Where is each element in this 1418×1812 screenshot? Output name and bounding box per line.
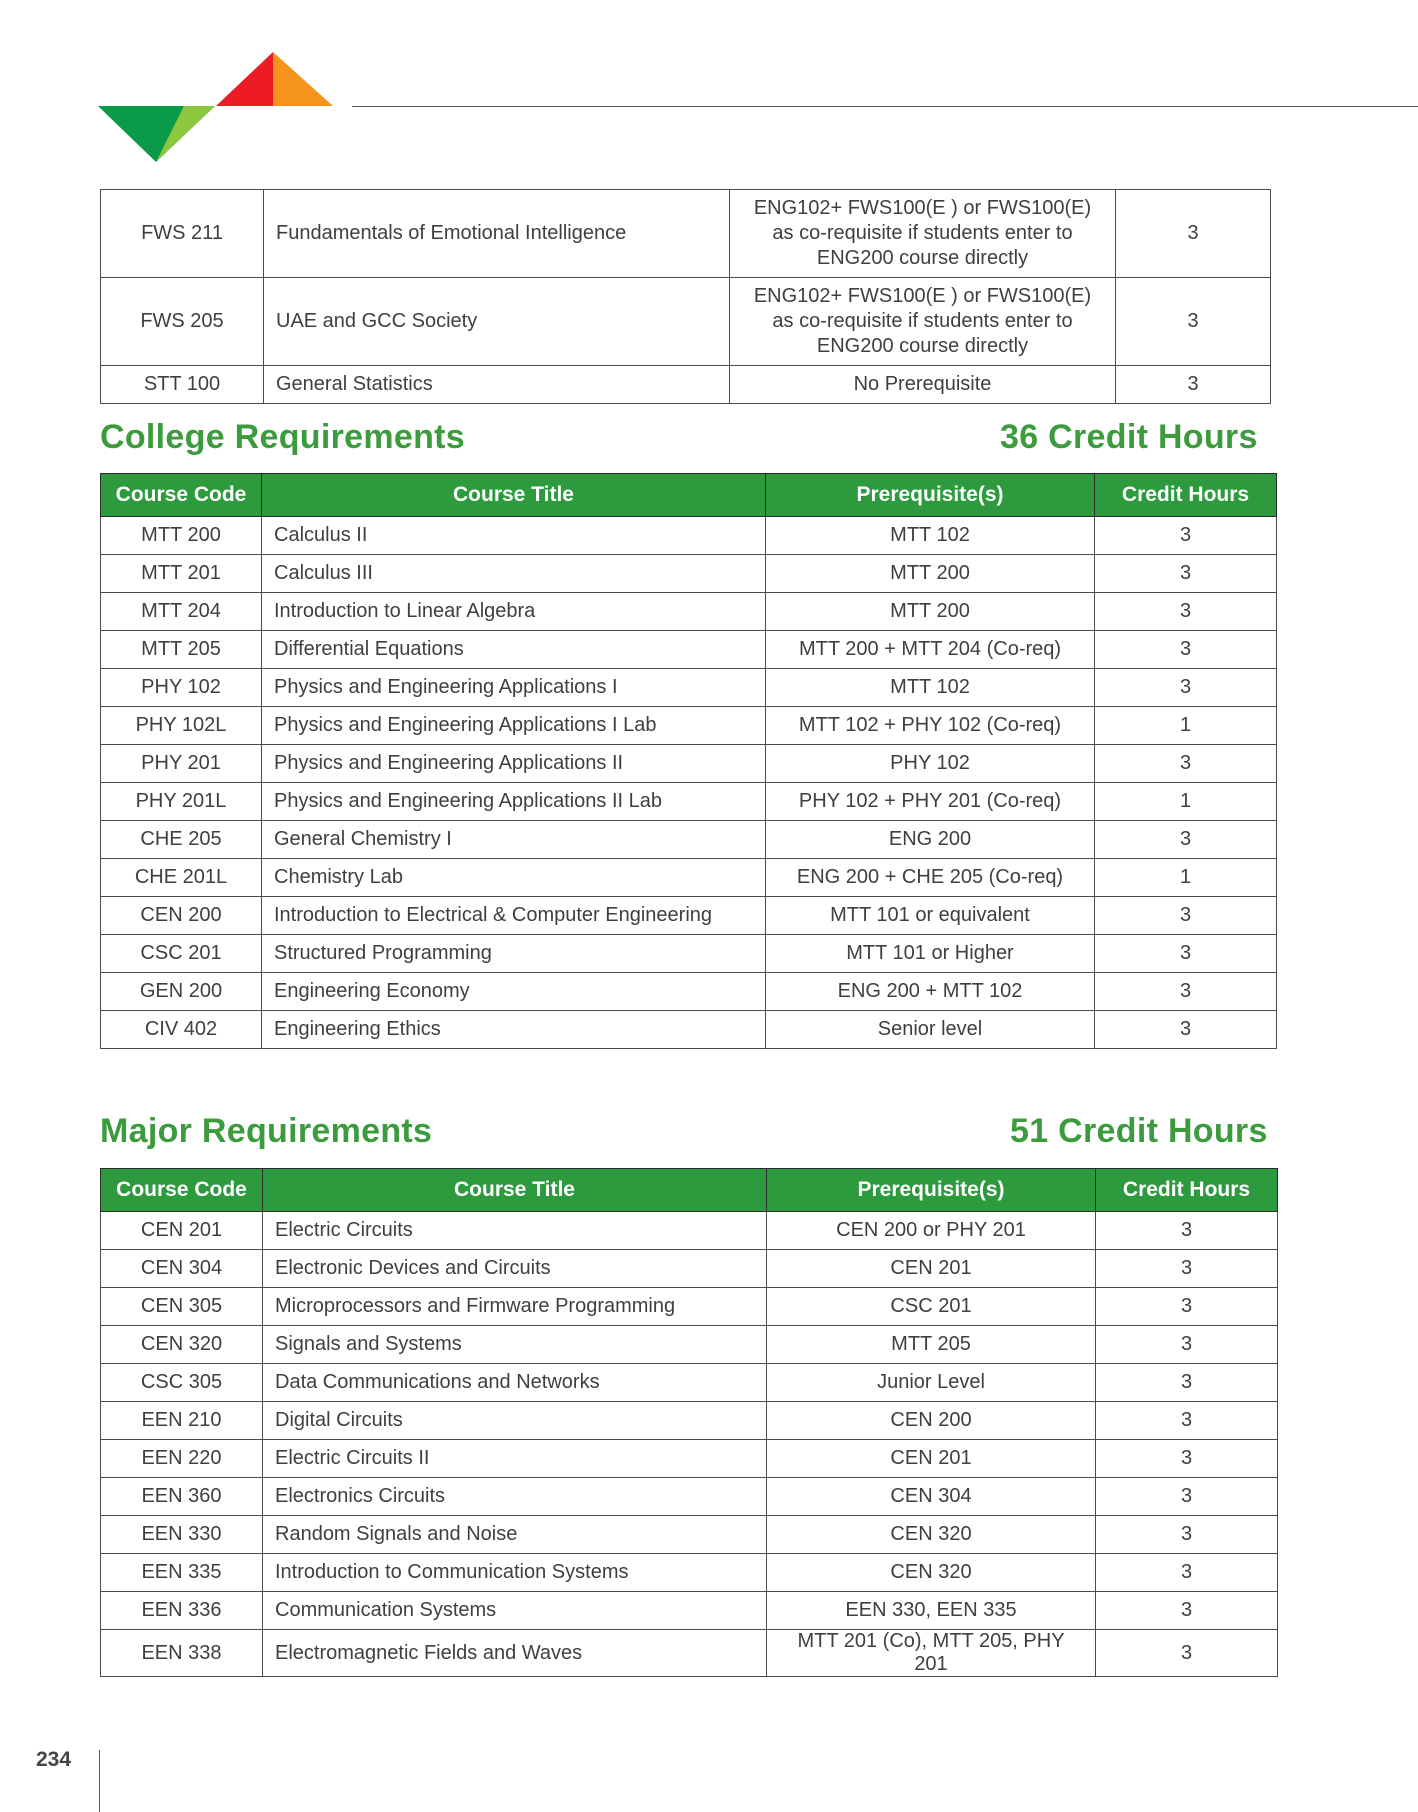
- header-course-title: Course Title: [262, 474, 766, 517]
- prerequisite: CEN 320: [767, 1516, 1096, 1554]
- table-header-row: [101, 474, 1277, 517]
- prerequisite-line: No Prerequisite: [853, 373, 992, 395]
- credit-hours: 3: [1096, 1630, 1278, 1677]
- table-row: [101, 631, 1277, 669]
- footer-rule: [99, 1750, 100, 1812]
- course-title: Electric Circuits: [263, 1212, 767, 1250]
- course-title: Introduction to Electrical & Computer Engineering: [262, 897, 766, 935]
- credit-hours: 3: [1095, 517, 1277, 555]
- major-requirements-title: Major Requirements: [100, 1112, 433, 1150]
- credit-hours: 3: [1116, 366, 1271, 404]
- prerequisite: ENG 200 + CHE 205 (Co-req): [766, 859, 1095, 897]
- header-course-code: Course Code: [101, 474, 262, 517]
- course-code: PHY 201L: [101, 783, 262, 821]
- credit-hours: 3: [1096, 1402, 1278, 1440]
- course-title: Physics and Engineering Applications II: [262, 745, 766, 783]
- course-title: Calculus III: [262, 555, 766, 593]
- course-code: CSC 201: [101, 935, 262, 973]
- course-title: Chemistry Lab: [262, 859, 766, 897]
- major-requirements-table: [100, 1168, 1278, 1677]
- course-title: Electronic Devices and Circuits: [263, 1250, 767, 1288]
- course-title: Random Signals and Noise: [263, 1516, 767, 1554]
- table-row: [101, 1402, 1278, 1440]
- course-code: STT 100: [101, 366, 264, 404]
- credit-hours: 3: [1095, 745, 1277, 783]
- prerequisite: Senior level: [766, 1011, 1095, 1049]
- credit-hours: 1: [1095, 783, 1277, 821]
- prerequisite: MTT 102: [766, 517, 1095, 555]
- course-title: Physics and Engineering Applications II Lab: [262, 783, 766, 821]
- credit-hours: 3: [1116, 190, 1271, 278]
- prerequisite-line: ENG102+ FWS100(E ) or FWS100(E): [753, 197, 1092, 219]
- credit-hours: 3: [1096, 1288, 1278, 1326]
- course-code: CEN 201: [101, 1212, 263, 1250]
- course-code: PHY 201: [101, 745, 262, 783]
- course-title: Communication Systems: [263, 1592, 767, 1630]
- foundation-table: [100, 189, 1271, 404]
- header-rule: [352, 106, 1418, 107]
- logo-orange-triangle: [273, 52, 333, 106]
- prerequisite: [730, 278, 1116, 366]
- table-row: [101, 1478, 1278, 1516]
- credit-hours: 3: [1095, 555, 1277, 593]
- college-requirements-title: College Requirements: [100, 418, 465, 456]
- credit-hours: 3: [1096, 1364, 1278, 1402]
- course-title: Digital Circuits: [263, 1402, 767, 1440]
- table-row: [101, 669, 1277, 707]
- course-title: Microprocessors and Firmware Programming: [263, 1288, 767, 1326]
- college-table-body: [101, 517, 1277, 1049]
- course-code: CHE 201L: [101, 859, 262, 897]
- header-course-title: Course Title: [263, 1169, 767, 1212]
- course-title: Electromagnetic Fields and Waves: [263, 1630, 767, 1677]
- course-title: Data Communications and Networks: [263, 1364, 767, 1402]
- prerequisite: PHY 102: [766, 745, 1095, 783]
- header-prerequisites: Prerequisite(s): [766, 474, 1095, 517]
- course-code: EEN 360: [101, 1478, 263, 1516]
- table-row: [101, 517, 1277, 555]
- course-code: EEN 220: [101, 1440, 263, 1478]
- table-row: [101, 745, 1277, 783]
- prerequisite-line: ENG200 course directly: [816, 335, 1029, 357]
- header-credit-hours: Credit Hours: [1096, 1169, 1278, 1212]
- prerequisite: MTT 101 or Higher: [766, 935, 1095, 973]
- credit-hours: 3: [1095, 631, 1277, 669]
- course-code: MTT 201: [101, 555, 262, 593]
- prerequisite: [730, 366, 1116, 404]
- course-code: FWS 205: [101, 278, 264, 366]
- course-title: Electronics Circuits: [263, 1478, 767, 1516]
- course-code: EEN 338: [101, 1630, 263, 1677]
- credit-hours: 3: [1096, 1478, 1278, 1516]
- prerequisite: CEN 200: [767, 1402, 1096, 1440]
- credit-hours: 3: [1095, 821, 1277, 859]
- course-code: EEN 335: [101, 1554, 263, 1592]
- credit-hours: 3: [1095, 593, 1277, 631]
- course-code: EEN 336: [101, 1592, 263, 1630]
- course-code: MTT 205: [101, 631, 262, 669]
- prerequisite-line: as co-requisite if students enter to: [772, 222, 1073, 244]
- major-table-body: [101, 1212, 1278, 1677]
- table-row: [101, 593, 1277, 631]
- course-code: CEN 304: [101, 1250, 263, 1288]
- course-code: PHY 102: [101, 669, 262, 707]
- credit-hours: 1: [1095, 707, 1277, 745]
- table-row: [101, 366, 1271, 404]
- major-credit-hours: 51 Credit Hours: [1010, 1112, 1268, 1150]
- course-code: GEN 200: [101, 973, 262, 1011]
- prerequisite: MTT 201 (Co), MTT 205, PHY 201: [767, 1630, 1096, 1677]
- prerequisite-line: ENG102+ FWS100(E ) or FWS100(E): [753, 285, 1092, 307]
- table-row: [101, 821, 1277, 859]
- prerequisite: MTT 200: [766, 593, 1095, 631]
- course-title: General Statistics: [264, 366, 730, 404]
- table-row: [101, 973, 1277, 1011]
- course-title: UAE and GCC Society: [264, 278, 730, 366]
- course-title: Engineering Ethics: [262, 1011, 766, 1049]
- table-row: [101, 1516, 1278, 1554]
- header-course-code: Course Code: [101, 1169, 263, 1212]
- prerequisite: CEN 200 or PHY 201: [767, 1212, 1096, 1250]
- table-row: [101, 1554, 1278, 1592]
- table-row: [101, 555, 1277, 593]
- credit-hours: 3: [1096, 1250, 1278, 1288]
- course-title: Introduction to Communication Systems: [263, 1554, 767, 1592]
- course-code: CEN 305: [101, 1288, 263, 1326]
- table-row: [101, 707, 1277, 745]
- prerequisite: MTT 101 or equivalent: [766, 897, 1095, 935]
- prerequisite: CSC 201: [767, 1288, 1096, 1326]
- prerequisite: EEN 330, EEN 335: [767, 1592, 1096, 1630]
- course-title: Fundamentals of Emotional Intelligence: [264, 190, 730, 278]
- prerequisite: MTT 102: [766, 669, 1095, 707]
- prerequisite: CEN 320: [767, 1554, 1096, 1592]
- credit-hours: 3: [1095, 935, 1277, 973]
- table-row: [101, 935, 1277, 973]
- credit-hours: 1: [1095, 859, 1277, 897]
- course-code: FWS 211: [101, 190, 264, 278]
- course-title: Physics and Engineering Applications I: [262, 669, 766, 707]
- credit-hours: 3: [1096, 1326, 1278, 1364]
- credit-hours: 3: [1096, 1516, 1278, 1554]
- prerequisite-line: as co-requisite if students enter to: [772, 310, 1073, 332]
- table-row: [101, 1592, 1278, 1630]
- course-code: CIV 402: [101, 1011, 262, 1049]
- credit-hours: 3: [1096, 1554, 1278, 1592]
- prerequisite: CEN 201: [767, 1250, 1096, 1288]
- prerequisite-line: ENG200 course directly: [816, 247, 1029, 269]
- header-credit-hours: Credit Hours: [1095, 474, 1277, 517]
- table-header-row: [101, 1169, 1278, 1212]
- logo-triangles: [98, 50, 338, 162]
- foundation-table-body: [101, 190, 1271, 404]
- table-row: [101, 1250, 1278, 1288]
- credit-hours: 3: [1095, 669, 1277, 707]
- college-requirements-table: [100, 473, 1277, 1049]
- page-number: 234: [36, 1748, 72, 1771]
- table-row: [101, 1288, 1278, 1326]
- prerequisite: PHY 102 + PHY 201 (Co-req): [766, 783, 1095, 821]
- header-prerequisites: Prerequisite(s): [767, 1169, 1096, 1212]
- table-row: [101, 1364, 1278, 1402]
- course-title: Physics and Engineering Applications I Lab: [262, 707, 766, 745]
- course-title: Engineering Economy: [262, 973, 766, 1011]
- prerequisite: [730, 190, 1116, 278]
- course-code: EEN 330: [101, 1516, 263, 1554]
- course-title: Calculus II: [262, 517, 766, 555]
- credit-hours: 3: [1095, 897, 1277, 935]
- course-code: CEN 320: [101, 1326, 263, 1364]
- table-row: [101, 1011, 1277, 1049]
- course-title: Introduction to Linear Algebra: [262, 593, 766, 631]
- prerequisite: ENG 200 + MTT 102: [766, 973, 1095, 1011]
- course-title: Signals and Systems: [263, 1326, 767, 1364]
- course-code: CHE 205: [101, 821, 262, 859]
- course-code: EEN 210: [101, 1402, 263, 1440]
- credit-hours: 3: [1096, 1212, 1278, 1250]
- course-code: CEN 200: [101, 897, 262, 935]
- course-code: CSC 305: [101, 1364, 263, 1402]
- table-row: [101, 1440, 1278, 1478]
- credit-hours: 3: [1096, 1440, 1278, 1478]
- prerequisite: MTT 205: [767, 1326, 1096, 1364]
- prerequisite: CEN 201: [767, 1440, 1096, 1478]
- course-code: MTT 204: [101, 593, 262, 631]
- prerequisite: MTT 102 + PHY 102 (Co-req): [766, 707, 1095, 745]
- credit-hours: 3: [1096, 1592, 1278, 1630]
- course-title: Differential Equations: [262, 631, 766, 669]
- prerequisite: MTT 200 + MTT 204 (Co-req): [766, 631, 1095, 669]
- credit-hours: 3: [1116, 278, 1271, 366]
- table-row: [101, 859, 1277, 897]
- credit-hours: 3: [1095, 973, 1277, 1011]
- prerequisite: Junior Level: [767, 1364, 1096, 1402]
- table-row: [101, 1212, 1278, 1250]
- prerequisite: MTT 200: [766, 555, 1095, 593]
- course-title: Electric Circuits II: [263, 1440, 767, 1478]
- logo-red-triangle: [216, 52, 273, 106]
- prerequisite: ENG 200: [766, 821, 1095, 859]
- table-row: [101, 783, 1277, 821]
- table-row: [101, 897, 1277, 935]
- college-credit-hours: 36 Credit Hours: [1000, 418, 1258, 456]
- table-row: [101, 1630, 1278, 1677]
- course-title: General Chemistry I: [262, 821, 766, 859]
- prerequisite: CEN 304: [767, 1478, 1096, 1516]
- table-row: [101, 190, 1271, 278]
- table-row: [101, 278, 1271, 366]
- table-row: [101, 1326, 1278, 1364]
- credit-hours: 3: [1095, 1011, 1277, 1049]
- course-title: Structured Programming: [262, 935, 766, 973]
- course-code: MTT 200: [101, 517, 262, 555]
- course-code: PHY 102L: [101, 707, 262, 745]
